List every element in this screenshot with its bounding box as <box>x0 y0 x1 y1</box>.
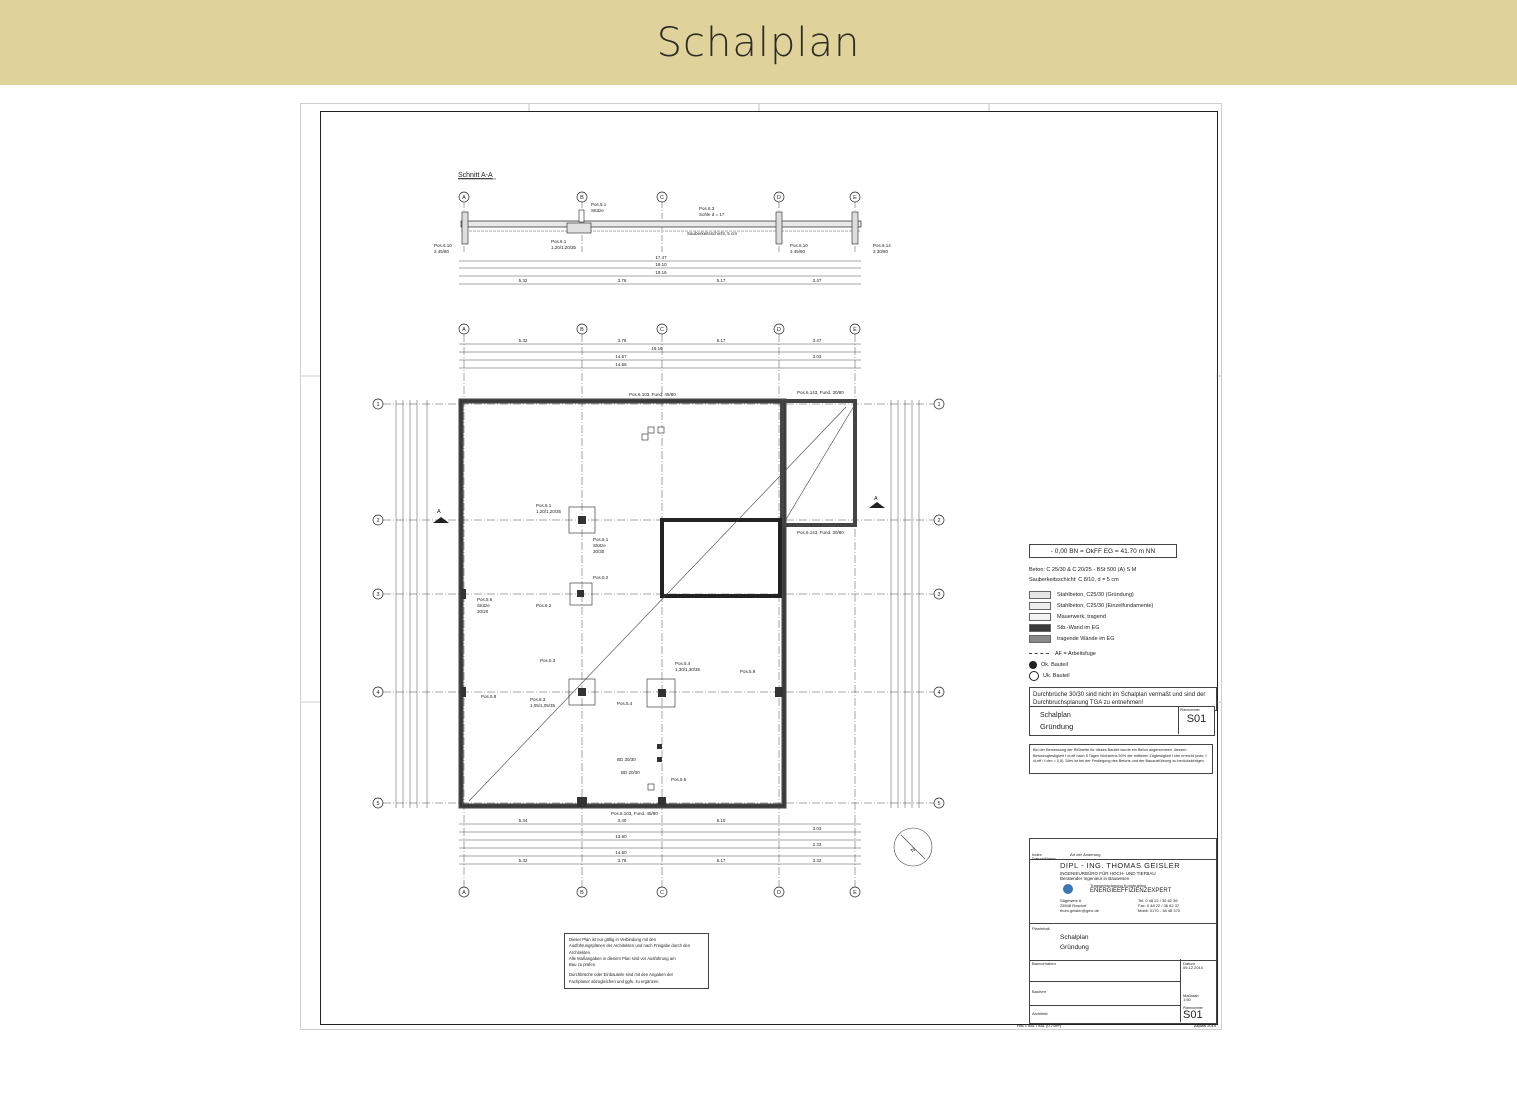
axis-c-top <box>657 324 667 334</box>
svg-text:5.34: 5.34 <box>518 818 528 823</box>
svg-text:5.10: 5.10 <box>716 818 726 823</box>
svg-text:Pos.6.1: Pos.6.1 <box>536 503 552 508</box>
svg-text:4: 4 <box>376 690 380 696</box>
plan-axes-right <box>934 399 944 808</box>
svg-text:Pos.6.3: Pos.6.3 <box>530 697 546 702</box>
svg-text:3: 3 <box>376 592 380 598</box>
legend-swatch <box>1029 635 1051 643</box>
svg-text:1: 1 <box>937 402 941 408</box>
svg-text:E: E <box>853 195 857 201</box>
legend-swatch <box>1029 624 1051 632</box>
svg-text:Pos.6.2: Pos.6.2 <box>536 603 552 608</box>
axis-e-top <box>850 324 860 334</box>
svg-text:30/20: 30/20 <box>477 609 489 614</box>
svg-text:5: 5 <box>937 801 941 807</box>
svg-text:Pos.5.9: Pos.5.9 <box>740 669 756 674</box>
plan-box-number-label: Plannummer <box>1180 708 1200 712</box>
svg-text:Pos.5.5: Pos.5.5 <box>671 777 687 782</box>
axis-c-bottom <box>657 887 667 897</box>
svg-text:1,20/1,20/35: 1,20/1,20/35 <box>551 245 577 250</box>
svg-text:3.32: 3.32 <box>812 858 822 863</box>
svg-text:4: 4 <box>937 690 941 696</box>
blinding-spec: Sauberkeitsschicht: C 8/10, d = 5 cm <box>1029 577 1119 583</box>
section-dimension-texts <box>519 255 822 283</box>
north-arrow-icon <box>894 828 932 866</box>
legend-af: AF = Arbeitsfuge <box>1029 648 1219 659</box>
legend-swatch <box>1029 613 1051 621</box>
section-labels <box>434 202 891 254</box>
title-block-right-col: Datum 05.12.2014 Maßstab 1:50 Plannummer S01 <box>1180 959 1217 1022</box>
page-title: Schalplan <box>656 19 861 66</box>
plan-labels <box>477 390 844 816</box>
legend-item: tragende Wände im EG <box>1029 633 1219 644</box>
title-block: Index Art der Änderung Datum/Name DIPL - ING. THOMAS GEISLER INGENIEURBÜRO FÜR HOCH- UND TIEFBAU Beratender Ingenieur in Bauwesen Tragwerksplanung Konstruktion ENERGIEEFFIZIENZEXPERT Sägewerk 6 25548 Rosdorf thom.geisler@gmx.de Tel. 0 48 22 / 36 62 36 Fax: 0 48 22 / 36 62 37 Mobil: 0170 - 38 48 370 Planinhalt Schalplan Gründung Bauvorhaben Bauherr Architekt Datum 05.12.2014 Maßstab 1:50 Plannummer S01 <box>1029 838 1217 1024</box>
svg-text:5.17: 5.17 <box>716 338 726 343</box>
plan-box <box>1029 706 1215 736</box>
svg-text:A: A <box>462 327 466 333</box>
axis-b-bottom <box>577 887 587 897</box>
bottom-dimension-texts <box>519 818 822 863</box>
svg-text:C: C <box>660 327 664 333</box>
building-plan <box>461 401 855 807</box>
axis-a-bottom <box>459 887 469 897</box>
svg-text:14.60: 14.60 <box>615 850 627 855</box>
svg-text:A: A <box>462 890 466 896</box>
svg-text:14.66: 14.66 <box>615 362 627 367</box>
svg-text:3.40: 3.40 <box>617 818 627 823</box>
svg-text:5.17: 5.17 <box>716 858 726 863</box>
svg-text:N: N <box>909 847 917 855</box>
energy-small: Tragwerksplanung Konstruktion <box>1090 883 1147 888</box>
svg-text:BD 30/30: BD 30/30 <box>617 757 636 762</box>
svg-text:A: A <box>462 195 466 201</box>
axis-3-left <box>373 589 383 599</box>
company-phones: Tel. 0 48 22 / 36 62 36 Fax: 0 48 22 / 36 62 37 Mobil: 0170 - 38 48 370 <box>1138 898 1181 913</box>
svg-text:13.60: 13.60 <box>615 834 627 839</box>
drawing-sheet <box>300 103 1222 1030</box>
legend-item: Mauerwerk, tragend <box>1029 611 1219 622</box>
svg-text:3: 3 <box>937 592 941 598</box>
axis-e-bottom <box>850 887 860 897</box>
svg-text:D: D <box>777 890 781 896</box>
svg-text:3.76: 3.76 <box>617 858 627 863</box>
svg-text:3.47: 3.47 <box>812 338 822 343</box>
level-bottom-icon <box>1029 671 1039 681</box>
svg-text:Pos.5.1: Pos.5.1 <box>591 202 607 207</box>
svg-text:A: A <box>874 496 878 502</box>
svg-text:Pos.5.3: Pos.5.3 <box>540 658 556 663</box>
svg-text:Pos.6.10: Pos.6.10 <box>434 243 452 248</box>
svg-text:Pos.6.103, Fund. 45/80: Pos.6.103, Fund. 45/80 <box>629 392 676 397</box>
svg-text:2: 2 <box>376 518 380 524</box>
footer-format: H/B = 841 / 841 (0,71m²) <box>1017 1023 1062 1028</box>
svg-text:E: E <box>853 327 857 333</box>
svg-text:Stütze: Stütze <box>591 208 604 213</box>
svg-text:Pos.6.3: Pos.6.3 <box>699 206 715 211</box>
svg-text:3.03: 3.03 <box>812 354 822 359</box>
svg-text:3.76: 3.76 <box>617 338 627 343</box>
axis-d-bottom <box>774 887 784 897</box>
energy-label: ENERGIEEFFIZIENZEXPERT <box>1090 888 1172 894</box>
plan-axes-top <box>459 324 860 334</box>
svg-text:Pos.5.4: Pos.5.4 <box>617 701 633 706</box>
legend-item: Stahlbeton, C25/30 (Einzelfundamente) <box>1029 600 1219 611</box>
company-logo-icon <box>1063 884 1073 894</box>
legend-panel <box>1029 544 1219 711</box>
axis-a-top <box>459 324 469 334</box>
axis-d-top <box>774 324 784 334</box>
svg-text:Pos.6.143, Fund. 30/80: Pos.6.143, Fund. 30/80 <box>797 390 844 395</box>
openings-note: Durchbrüche 30/30 sind nicht im Schalplan vermaßt und sind der Durchbruchsplanung TGA zu entnehmen! <box>1029 687 1217 711</box>
svg-text:Pos.6.14: Pos.6.14 <box>873 243 891 248</box>
svg-text:2: 2 <box>937 518 941 524</box>
af-line-icon <box>1029 653 1049 654</box>
legend-swatch <box>1029 602 1051 610</box>
title-block-plan-number: S01 <box>1183 1009 1203 1021</box>
svg-text:14.67: 14.67 <box>615 354 627 359</box>
svg-text:5.32: 5.32 <box>518 858 528 863</box>
legend-uk: Uk. Bauteil <box>1029 670 1219 681</box>
svg-text:Pos.6.103, Fund. 45/80: Pos.6.103, Fund. 45/80 <box>611 811 658 816</box>
axis-1-left <box>373 399 383 409</box>
svg-text:A: A <box>437 509 441 515</box>
svg-text:Sohle d = 17: Sohle d = 17 <box>699 212 725 217</box>
svg-text:Pos.6.1: Pos.6.1 <box>551 239 567 244</box>
concrete-note: Bei der Bemessung der Rißbreite für dieses Bauteil wurde ein Beton angenommen, dessen Betonzugfestigkeit f ct,eff nach 5 Tagen höchstens 50% der mittleren Zugfestigkeit f ctm erreicht (max. f ct,eff / f ctm = 0,5). Dies ist bei der Festlegung des Betons und der Bauausführung zu berücksichtigen. <box>1029 744 1213 774</box>
svg-text:B: B <box>580 890 584 896</box>
svg-text:Pos.6.4: Pos.6.4 <box>675 661 691 666</box>
top-dimension-texts <box>519 338 822 367</box>
legend-swatch <box>1029 591 1051 599</box>
axis-3-right <box>934 589 944 599</box>
svg-text:C: C <box>660 890 664 896</box>
legend-item: Stahlbeton, C25/30 (Gründung) <box>1029 589 1219 600</box>
axis-2-left <box>373 515 383 525</box>
svg-text:Stütze: Stütze <box>477 603 490 608</box>
svg-text:3 45/80: 3 45/80 <box>434 249 450 254</box>
svg-text:BD 20/30: BD 20/30 <box>621 770 640 775</box>
company-address: Sägewerk 6 25548 Rosdorf thom.geisler@gmx.de <box>1060 898 1099 913</box>
plan-content-row: Planinhalt Schalplan Gründung <box>1030 923 1216 961</box>
plan-box-title: Schalplan <box>1040 712 1071 719</box>
section-markers <box>433 496 885 523</box>
svg-text:Pos.5.2: Pos.5.2 <box>593 575 609 580</box>
svg-text:3 30/80: 3 30/80 <box>873 249 889 254</box>
level-reference: - 0,00 BN = OkFF EG = 41.70 m NN <box>1029 544 1177 558</box>
company-name: DIPL - ING. THOMAS GEISLER <box>1060 861 1181 870</box>
svg-text:Pos.5.6: Pos.5.6 <box>477 597 493 602</box>
plan-box-subtitle: Gründung <box>1040 722 1074 731</box>
svg-text:D: D <box>777 195 781 201</box>
svg-text:Stütze: Stütze <box>593 543 606 548</box>
svg-text:18.10: 18.10 <box>655 262 667 267</box>
svg-text:17.47: 17.47 <box>655 255 667 260</box>
svg-text:E: E <box>853 890 857 896</box>
footer-software: Allplan 2014 <box>1194 1023 1217 1028</box>
svg-text:18.16: 18.16 <box>655 270 667 275</box>
svg-text:3 45/80: 3 45/80 <box>790 249 806 254</box>
svg-text:5.32: 5.32 <box>518 338 528 343</box>
company-sub1: INGENIEURBÜRO FÜR HOCH- UND TIEFBAU <box>1060 871 1156 876</box>
axis-4-left <box>373 687 383 697</box>
axis-5-left <box>373 798 383 808</box>
validity-note: Dieser Plan ist nur gültig in Verbindung mit den Ausführungsplänen der Architekten und nach Freigabe durch den Architekten. Alle Maßangaben in diesem Plan sind vor Ausführung am Bau zu prüfen. Durchbrüche oder Einbauteile sind mit den Angaben der Fachplaner abzugleichen und ggfs. zu ergänzen <box>564 933 709 989</box>
svg-text:Pos.6.10: Pos.6.10 <box>790 243 808 248</box>
svg-text:3.76: 3.76 <box>617 278 627 283</box>
section-slab <box>461 210 861 244</box>
page-header <box>0 0 1517 85</box>
axis-5-right <box>934 798 944 808</box>
legend-ok: Ok. Bauteil <box>1029 659 1219 670</box>
svg-text:5: 5 <box>376 801 380 807</box>
legend-item: Stb.-Wand im EG <box>1029 622 1219 633</box>
svg-text:3.03: 3.03 <box>812 826 822 831</box>
svg-text:Pos.5.1: Pos.5.1 <box>593 537 609 542</box>
svg-text:18.16: 18.16 <box>651 346 663 351</box>
svg-text:3.47: 3.47 <box>812 278 822 283</box>
svg-text:1,20/1,20/35: 1,20/1,20/35 <box>536 509 562 514</box>
svg-text:B: B <box>580 195 584 201</box>
svg-text:1,05/1,05/35: 1,05/1,05/35 <box>530 703 556 708</box>
axis-2-right <box>934 515 944 525</box>
svg-text:Pos.6.143, Fund. 30/80: Pos.6.143, Fund. 30/80 <box>797 530 844 535</box>
svg-text:2.33: 2.33 <box>812 842 822 847</box>
svg-text:30/30: 30/30 <box>593 549 605 554</box>
concrete-spec: Beton: C 25/30 & C 20/25 - BSt 500 (A) S M <box>1029 567 1137 573</box>
company-sub2: Beratender Ingenieur in Bauwesen <box>1060 876 1130 881</box>
plan-axes-bottom <box>459 887 860 897</box>
svg-text:C: C <box>660 195 664 201</box>
svg-text:D: D <box>777 327 781 333</box>
revision-row: Index Art der Änderung Datum/Name <box>1030 839 1216 860</box>
svg-text:1,30/1,30/35: 1,30/1,30/35 <box>675 667 701 672</box>
plan-box-number: S01 <box>1186 713 1207 725</box>
axis-1-right <box>934 399 944 409</box>
svg-text:Pos.5.8: Pos.5.8 <box>481 694 497 699</box>
axis-4-right <box>934 687 944 697</box>
svg-text:Sauberkeitsschicht, 5 cm: Sauberkeitsschicht, 5 cm <box>687 231 738 236</box>
level-top-icon <box>1029 661 1037 669</box>
plan-axes-left <box>373 399 383 808</box>
axis-b-top <box>577 324 587 334</box>
section-title: Schnitt A-A <box>458 172 493 179</box>
svg-text:B: B <box>580 327 584 333</box>
svg-text:1: 1 <box>376 402 380 408</box>
svg-text:5.17: 5.17 <box>716 278 726 283</box>
svg-text:5.32: 5.32 <box>518 278 528 283</box>
